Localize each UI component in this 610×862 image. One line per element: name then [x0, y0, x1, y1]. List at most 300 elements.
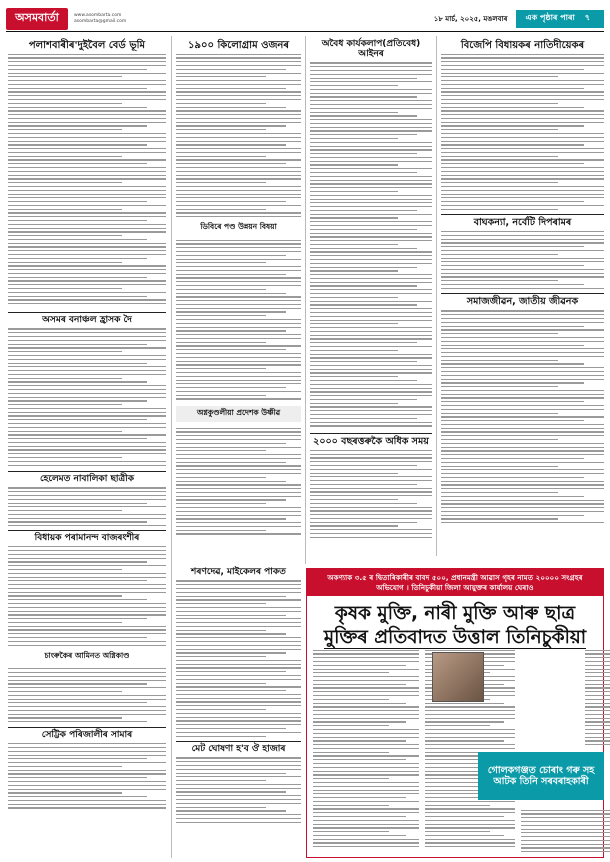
text-line: [8, 231, 166, 232]
text-line: [313, 740, 406, 741]
text-line: [8, 584, 166, 585]
text-line: [8, 344, 147, 345]
text-line: [310, 66, 432, 67]
text-line: [176, 289, 266, 290]
text-line: [8, 751, 166, 752]
text-line: [441, 80, 604, 81]
text-line: [425, 827, 515, 828]
text-line: [8, 243, 166, 244]
text-line: [176, 194, 301, 195]
text-line: [441, 397, 604, 398]
text-line: [8, 457, 122, 458]
text-line: [310, 161, 432, 162]
text-line: [176, 596, 286, 597]
article-headline: সেট্টিক পৰিজালীৰ সামাৰ: [41, 729, 133, 740]
text-line: [8, 762, 166, 763]
text-line: [310, 335, 432, 336]
text-line: [8, 397, 166, 398]
text-line: [310, 195, 432, 196]
text-line: [176, 159, 301, 160]
text-line: [425, 703, 504, 704]
text-line: [441, 190, 604, 191]
text-line: [310, 320, 432, 321]
text-line: [176, 262, 266, 263]
text-line: [176, 327, 301, 328]
text-line: [8, 449, 166, 450]
text-line: [441, 171, 604, 172]
text-line: [176, 357, 301, 358]
text-line: [8, 637, 147, 638]
text-line: [176, 107, 286, 108]
text-line: [441, 466, 558, 467]
text-line: [441, 375, 604, 376]
text-line: [176, 717, 301, 718]
text-line: [521, 844, 610, 845]
text-line: [176, 95, 301, 96]
text-line: [441, 148, 604, 149]
article-subhead: চাংৰুকৈৰ আমিনত অগ্নিকাণ্ড: [44, 650, 130, 660]
text-line: [176, 720, 301, 721]
text-line: [176, 803, 301, 804]
text-line: [8, 506, 166, 507]
text-line: [8, 629, 166, 630]
article-headline: ২০০০ বছৰত্তৰুকৈ অধিক সময়: [313, 435, 429, 447]
text-line: [310, 180, 432, 181]
text-line: [176, 212, 301, 213]
text-line: [176, 656, 266, 657]
text-line: [8, 292, 166, 293]
text-line: [310, 187, 432, 188]
text-line: [313, 721, 406, 722]
text-line: [176, 319, 301, 320]
text-line: [176, 473, 301, 474]
text-line: [310, 316, 432, 317]
text-line: [8, 107, 147, 108]
text-line: [8, 171, 166, 172]
text-line: [8, 565, 166, 566]
text-line: [521, 836, 610, 837]
text-line: [8, 122, 166, 123]
text-line: [8, 332, 166, 333]
text-line: [425, 737, 515, 738]
text-line: [585, 687, 610, 688]
text-line: [8, 499, 166, 500]
text-line: [8, 366, 166, 367]
text-line: [310, 495, 432, 496]
text-line: [310, 469, 432, 470]
text-line: [313, 786, 419, 787]
text-line: [441, 95, 604, 96]
text-line: [310, 484, 417, 485]
text-line: [176, 152, 301, 153]
text-line: [441, 57, 604, 58]
text-line: [310, 499, 398, 500]
text-line: [8, 273, 166, 274]
text-line: [310, 164, 398, 165]
article-headline: বিধায়ক পৰামানন্দ বাজৰংশীৰ: [34, 532, 140, 543]
text-line: [313, 684, 406, 685]
site-url: www.asombarta.com: [74, 13, 122, 18]
text-line: [441, 137, 604, 138]
article-body: [441, 308, 604, 528]
text-line: [310, 518, 432, 519]
text-line: [176, 713, 301, 714]
text-line: [8, 182, 122, 183]
text-line: [176, 99, 301, 100]
text-line: [441, 363, 584, 364]
text-line: [8, 706, 166, 707]
text-line: [441, 175, 604, 176]
text-line: [310, 236, 432, 237]
text-line: [441, 428, 604, 429]
article-headline: অবৈধ কাৰ্যকলাপ(প্ৰতিবেধ) আইনৰ: [321, 39, 421, 59]
text-line: [310, 191, 398, 192]
text-line: [441, 186, 604, 187]
text-line: [8, 156, 122, 157]
text-line: [176, 795, 301, 796]
text-line: [310, 357, 432, 358]
text-line: [313, 816, 406, 817]
text-line: [310, 70, 432, 71]
text-line: [8, 618, 147, 619]
text-line: [310, 529, 432, 530]
text-line: [8, 580, 147, 581]
text-line: [176, 761, 301, 762]
article-body: [8, 544, 166, 648]
text-line: [8, 197, 166, 198]
text-line: [8, 61, 166, 62]
text-line: [176, 103, 266, 104]
article-headline: হেলেমত নাবালিকা ছাত্ৰীক: [39, 473, 135, 484]
text-line: [521, 825, 610, 826]
text-line: [176, 667, 301, 668]
text-line: [8, 676, 166, 677]
text-line: [8, 88, 147, 89]
text-line: [585, 706, 610, 707]
text-line: [310, 74, 432, 75]
text-line: [176, 345, 301, 346]
text-line: [8, 54, 166, 55]
text-line: [176, 518, 286, 519]
text-line: [176, 391, 301, 392]
text-line: [176, 190, 301, 191]
text-line: [8, 668, 166, 669]
text-line: [176, 511, 301, 512]
text-line: [425, 721, 504, 722]
text-line: [441, 345, 584, 346]
text-line: [8, 781, 166, 782]
text-line: [310, 491, 432, 492]
text-line: [425, 835, 504, 836]
text-line: [310, 414, 432, 415]
text-line: [176, 788, 301, 789]
text-line: [176, 652, 286, 653]
text-line: [176, 61, 301, 62]
text-line: [176, 342, 266, 343]
text-line: [441, 235, 604, 236]
text-line: [313, 767, 419, 768]
text-line: [8, 495, 166, 496]
text-line: [310, 214, 432, 215]
text-line: [425, 808, 515, 809]
text-line: [8, 209, 122, 210]
text-line: [8, 777, 147, 778]
text-line: [313, 710, 419, 711]
text-line: [310, 376, 398, 377]
column-3: [310, 40, 432, 539]
article-headline: ১৯০০ কিলোগ্ৰাম ওজনৰ: [187, 40, 290, 51]
text-line: [176, 649, 301, 650]
text-line: [310, 304, 417, 305]
text-line: [310, 461, 432, 462]
text-line: [441, 152, 604, 153]
text-line: [176, 776, 301, 777]
text-line: [310, 301, 432, 302]
text-line: [313, 759, 406, 760]
text-line: [176, 724, 301, 725]
text-line: [176, 88, 286, 89]
text-line: [8, 277, 147, 278]
text-line: [313, 820, 419, 821]
text-line: [8, 114, 166, 115]
text-line: [313, 824, 419, 825]
text-line: [8, 525, 166, 526]
text-line: [441, 73, 604, 74]
text-line: [176, 114, 301, 115]
text-line: [441, 99, 604, 100]
text-line: [176, 791, 286, 792]
text-line: [310, 96, 417, 97]
text-line: [8, 175, 166, 176]
text-line: [585, 695, 610, 696]
text-line: [313, 661, 419, 662]
text-line: [441, 329, 604, 330]
text-line: [8, 178, 166, 179]
text-line: [313, 706, 419, 707]
text-line: [176, 137, 301, 138]
text-line: [8, 239, 147, 240]
article-body: [313, 647, 419, 852]
text-line: [310, 85, 398, 86]
article-body: [8, 741, 166, 811]
text-line: [441, 454, 604, 455]
text-line: [8, 359, 166, 360]
text-line: [176, 293, 286, 294]
text-line: [310, 488, 432, 489]
text-line: [310, 267, 417, 268]
text-line: [8, 205, 166, 206]
text-line: [441, 122, 604, 123]
text-line: [8, 190, 166, 191]
text-line: [8, 710, 166, 711]
text-line: [8, 577, 166, 578]
text-line: [441, 420, 584, 421]
site-email: asombarta@gmail.com: [74, 18, 127, 24]
text-line: [176, 353, 301, 354]
text-line: [310, 270, 398, 271]
text-line: [176, 818, 301, 819]
text-line: [441, 522, 604, 523]
article-body: [585, 647, 610, 747]
text-line: [8, 789, 166, 790]
text-line: [441, 276, 604, 277]
text-line: [176, 209, 266, 210]
text-line: [176, 499, 286, 500]
text-line: [176, 622, 301, 623]
text-line: [585, 676, 610, 677]
text-line: [441, 133, 604, 134]
text-line: [313, 718, 419, 719]
text-line: [441, 379, 604, 380]
text-line: [441, 431, 604, 432]
text-line: [176, 54, 301, 55]
text-line: [310, 282, 432, 283]
text-line: [8, 224, 166, 225]
text-line: [441, 435, 604, 436]
text-line: [176, 182, 266, 183]
text-line: [8, 125, 147, 126]
text-line: [441, 54, 604, 55]
text-line: [310, 248, 417, 249]
text-line: [176, 296, 301, 297]
column-4: [441, 40, 604, 528]
text-line: [8, 792, 122, 793]
text-line: [441, 91, 604, 92]
text-line: [313, 657, 419, 658]
text-line: [8, 465, 166, 466]
text-line: [313, 672, 389, 673]
text-line: [313, 797, 406, 798]
text-line: [176, 315, 266, 316]
text-line: [425, 744, 515, 745]
text-line: [176, 496, 301, 497]
text-line: [313, 793, 419, 794]
text-line: [8, 561, 147, 562]
text-line: [425, 733, 515, 734]
text-line: [441, 69, 584, 70]
text-line: [8, 133, 166, 134]
text-line: [8, 80, 166, 81]
text-line: [425, 706, 515, 707]
text-line: [8, 288, 122, 289]
text-line: [313, 801, 419, 802]
text-line: [176, 618, 301, 619]
text-line: [441, 348, 604, 349]
text-line: [8, 438, 147, 439]
page-label: এক পৃষ্ঠাৰ পাৰা: [525, 13, 575, 22]
text-line: [8, 503, 147, 504]
text-line: [441, 84, 604, 85]
text-line: [313, 669, 419, 670]
text-line: [176, 330, 286, 331]
text-line: [8, 250, 166, 251]
text-line: [585, 684, 610, 685]
text-line: [8, 269, 166, 270]
text-line: [8, 695, 166, 696]
text-line: [8, 573, 166, 574]
text-line: [441, 443, 604, 444]
text-line: [176, 477, 266, 478]
text-line: [310, 350, 398, 351]
text-line: [441, 265, 584, 266]
text-line: [521, 847, 610, 848]
text-line: [176, 334, 301, 335]
text-line: [8, 687, 166, 688]
article-body: [521, 807, 610, 853]
text-line: [441, 167, 604, 168]
text-line: [441, 477, 584, 478]
text-line: [310, 293, 432, 294]
text-line: [8, 766, 122, 767]
text-line: [425, 805, 490, 806]
text-line: [441, 337, 604, 338]
text-line: [176, 178, 301, 179]
text-line: [176, 603, 266, 604]
text-line: [441, 178, 604, 179]
text-line: [441, 261, 604, 262]
text-line: [425, 839, 515, 840]
article-body: [8, 485, 166, 527]
text-line: [310, 123, 432, 124]
text-line: [176, 683, 266, 684]
text-line: [441, 129, 558, 130]
text-line: [8, 91, 166, 92]
text-line: [310, 115, 417, 116]
text-line: [176, 368, 266, 369]
text-line: [310, 183, 432, 184]
text-line: [176, 458, 301, 459]
text-line: [176, 645, 301, 646]
text-line: [441, 314, 604, 315]
text-line: [441, 239, 604, 240]
masthead: [6, 6, 604, 32]
text-line: [8, 614, 166, 615]
text-line: [310, 285, 417, 286]
text-line: [176, 431, 301, 432]
text-line: [8, 419, 147, 420]
text-line: [8, 569, 122, 570]
text-line: [8, 385, 166, 386]
text-line: [310, 138, 398, 139]
text-line: [176, 197, 301, 198]
text-line: [441, 515, 584, 516]
text-line: [176, 129, 266, 130]
text-line: [176, 372, 301, 373]
text-line: [310, 172, 417, 173]
text-line: [8, 554, 166, 555]
text-line: [310, 93, 432, 94]
text-line: [176, 251, 301, 252]
column-divider: [436, 36, 437, 556]
text-line: [310, 259, 432, 260]
text-line: [176, 148, 301, 149]
text-line: [310, 410, 432, 411]
text-line: [441, 269, 604, 270]
text-line: [313, 846, 419, 847]
text-line: [8, 626, 166, 627]
text-line: [176, 615, 286, 616]
text-line: [310, 338, 432, 339]
text-line: [176, 709, 266, 710]
article-subhead: অগ্নকুণ্ডলীয়া প্ৰদেশক উষ্ণীৱ: [176, 406, 301, 422]
article-subhead: ডিবিৰে পণ্ড উন্নয়ন বিষয়া: [200, 222, 277, 231]
text-line: [8, 446, 166, 447]
text-line: [313, 737, 419, 738]
text-line: [8, 194, 166, 195]
text-line: [441, 201, 584, 202]
text-line: [8, 546, 166, 547]
text-line: [176, 584, 301, 585]
